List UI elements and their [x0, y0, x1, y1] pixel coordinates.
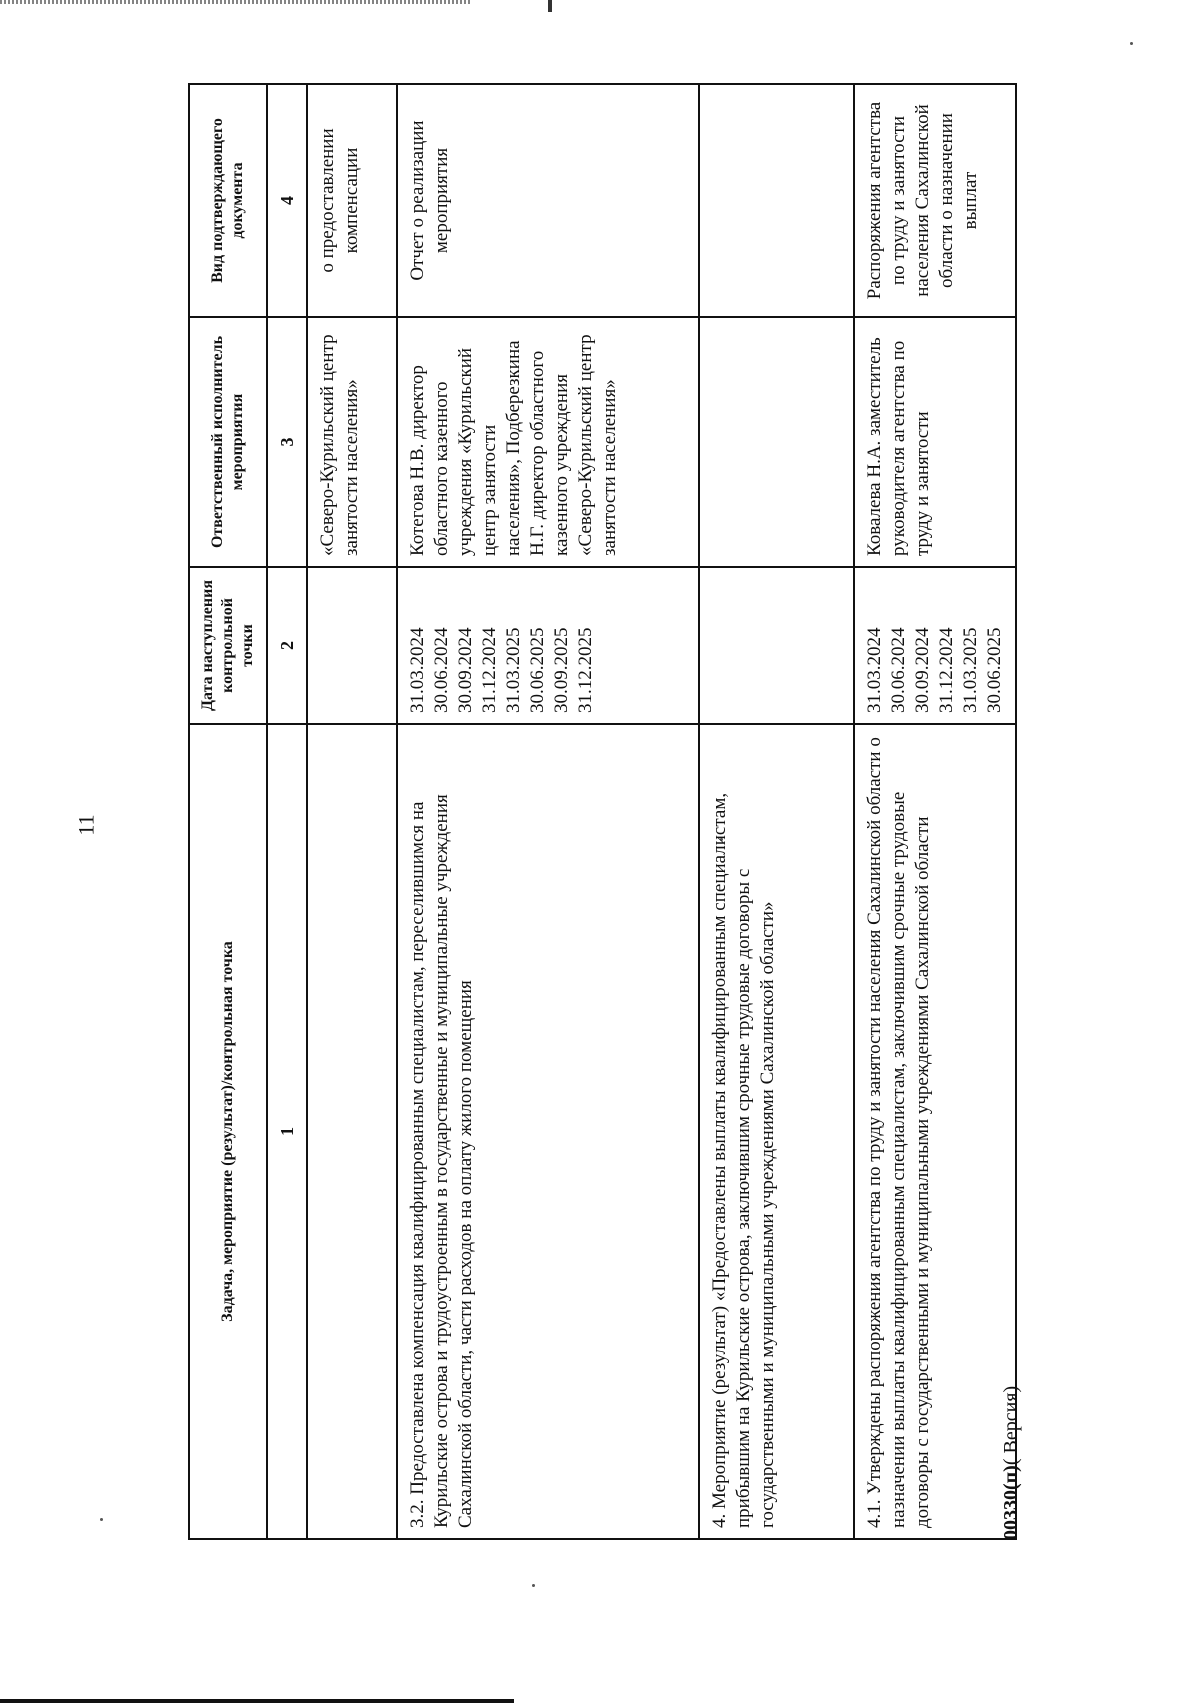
document-cell: [699, 84, 854, 317]
header-document: Вид подтверждающего документа: [189, 84, 267, 317]
task-cell: 3.2. Предоставлена компенсация квалифицированным специалистам, переселившимся на Курильские острова и трудоустроенным в государственные и муниципальные учреждения Сахалинской области, части расходов на оплату жилого помещения: [397, 724, 699, 1539]
date-cell: 31.03.2024 30.06.2024 30.09.2024 31.12.2024 31.03.2025 30.06.2025: [854, 567, 1016, 724]
table-row: [854, 84, 1016, 1539]
control-points-table: [188, 83, 1017, 1540]
column-number: 2: [267, 567, 307, 724]
scan-speck: [532, 1584, 535, 1587]
table-row: [397, 84, 699, 1539]
date-cell: 31.03.2024 30.06.2024 30.09.2024 31.12.2024 31.03.2025 30.06.2025 30.09.2025 31.12.2025: [397, 567, 699, 724]
document-cell: о предоставлении компенсации: [307, 84, 397, 317]
table-row: [699, 84, 854, 1539]
column-number: 1: [267, 724, 307, 1539]
responsible-cell: [699, 317, 854, 567]
responsible-cell: Котегова Н.В. директор областного казенного учреждения «Курильский центр занятости населения», Подберезкина Н.Г. директор областного казенного учреждения «Северо-Курильский центр занятости населения»: [397, 317, 699, 567]
scan-speck: [1130, 42, 1133, 45]
document-cell: Распоряжения агентства по труду и занятости населения Сахалинской области о назначении выплат: [854, 84, 1016, 317]
header-date: Дата наступления контрольной точки: [189, 567, 267, 724]
table-header-row: [189, 84, 267, 1539]
task-cell: 4.1. Утверждены распоряжения агентства по труду и занятости населения Сахалинской области о назначении выплаты квалифицированным специалистам, заключившим срочные трудовые договоры с государственными и муниципальными учреждениями Сахалинской области: [854, 724, 1016, 1539]
column-number: 3: [267, 317, 307, 567]
scan-speck: [100, 1518, 103, 1521]
rotated-page-content: [188, 85, 1088, 1540]
scan-mark: [548, 0, 552, 12]
header-responsible: Ответственный исполнитель мероприятия: [189, 317, 267, 567]
header-task: Задача, мероприятие (результат)/контрольная точка: [189, 724, 267, 1539]
table-row: [307, 84, 397, 1539]
document-code-number: 00330(п): [1000, 1465, 1022, 1540]
responsible-cell: «Северо-Курильский центр занятости населения»: [307, 317, 397, 567]
task-cell: 4. Мероприятие (результат) «Предоставлены выплаты квалифицированным специалистам, прибывшим на Курильские острова, заключившим срочные трудовые договоры с государственными и муниципальными учреждениями Сахалинской области»: [699, 724, 854, 1539]
responsible-cell: Ковалева Н.А. заместитель руководителя агентства по труду и занятости: [854, 317, 1016, 567]
document-code: [1000, 1386, 1023, 1540]
page-number: 11: [73, 814, 99, 836]
task-cell: [307, 724, 397, 1539]
column-number-row: [267, 84, 307, 1539]
scan-edge-bottom: [0, 1699, 514, 1703]
document-version: ( Версия): [1000, 1385, 1022, 1466]
scan-edge-top: [0, 0, 470, 4]
date-cell: [307, 567, 397, 724]
document-cell: Отчет о реализации мероприятия: [397, 84, 699, 317]
page-number-holder: [73, 812, 116, 852]
date-cell: [699, 567, 854, 724]
column-number: 4: [267, 84, 307, 317]
